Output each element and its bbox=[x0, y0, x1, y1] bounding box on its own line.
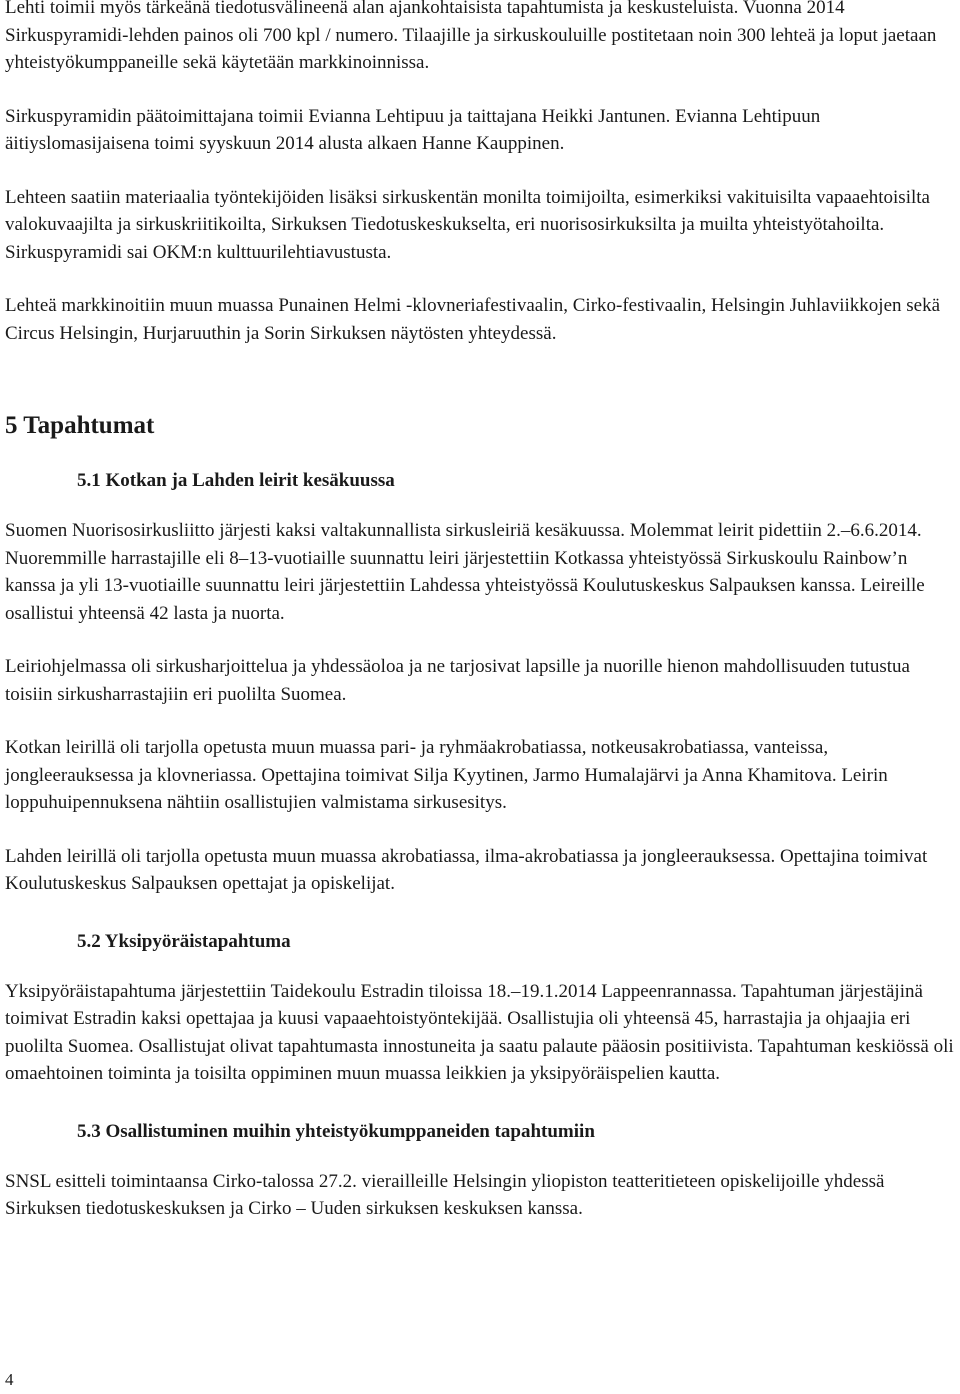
paragraph-editors: Sirkuspyramidin päätoimittajana toimii Evianna Lehtipuu ja taittajana Heikki Jantunen. Evianna Lehtipuun äitiyslomasijaisena toimi syyskuun 2014 alusta alkaen Hanne Kauppinen. bbox=[5, 105, 821, 154]
paragraph-circulation: Lehti toimii myös tärkeänä tiedotusvälineenä alan ajankohtaisista tapahtumista ja keskusteluista. Vuonna 2014 Sirkuspyramidi-lehden painos oli 700 kpl / numero. Tilaajille ja sirkuskouluille postitetaan noin 300 lehteä ja loput jaetaan yhteistyökumppaneille sekä käytetään markkinoinnissa. bbox=[5, 0, 937, 73]
page-number: 4 bbox=[5, 1370, 14, 1389]
paragraph-partner-events: SNSL esitteli toimintaansa Cirko-talossa 27.2. vierailleille Helsingin yliopiston teatteritieteen opiskelijoille yhdessä Sirkuksen tiedotuskeskuksen ja Cirko – Uuden sirkuksen keskuksen kanssa. bbox=[5, 1170, 885, 1219]
document-page bbox=[5, 0, 960, 1223]
subsection-heading-camps: 5.1 Kotkan ja Lahden leirit kesäkuussa bbox=[77, 470, 395, 491]
paragraph-camps-program: Leiriohjelmassa oli sirkusharjoittelua ja yhdessäoloa ja ne tarjosivat lapsille ja nuorille hienon mahdollisuuden tutustua toisiin sirkusharrastajiin eri puolilta Suomea. bbox=[5, 656, 910, 705]
section-heading-events: 5 Tapahtumat bbox=[5, 412, 155, 439]
paragraph-unicycle-event: Yksipyöräistapahtuma järjestettiin Taidekoulu Estradin tiloissa 18.–19.1.2014 Lappeenrannassa. Tapahtuman järjestäjinä toimivat Estradin kaksi opettajaa ja kuusi vapaaehtoistyöntekijää. Osallistujia oli yhteensä 45, harrastajia ja ohjaajia eri puolilta Suomea. Osallistujat olivat tapahtumasta innostuneita ja saatu palaute pääosin positiivista. Tapahtuman keskiössä oli omaehtoinen toiminta ja toisilta oppiminen muun muassa leikkien ja yksipyöräispelien kautta. bbox=[5, 980, 954, 1084]
paragraph-materials: Lehteen saatiin materiaalia työntekijöiden lisäksi sirkuskentän monilta toimijoilta, esimerkiksi vakituisilta vapaaehtoisilta valokuvaajilta ja sirkuskriitikoilta, Sirkuksen Tiedotuskeskukselta, eri nuorisosirkuksilta ja muilta yhteistyötahoilta. Sirkuspyramidi sai OKM:n kulttuurilehtiavustusta. bbox=[5, 186, 930, 263]
subsection-heading-partner-events: 5.3 Osallistuminen muihin yhteistyökumppaneiden tapahtumiin bbox=[77, 1120, 595, 1142]
subsection-heading-unicycle: 5.2 Yksipyöräistapahtuma bbox=[77, 930, 291, 952]
paragraph-lahti-camp: Lahden leirillä oli tarjolla opetusta muun muassa akrobatiassa, ilma-akrobatiassa ja jongleerauksessa. Opettajina toimivat Koulutuskeskus Salpauksen opettajat ja opiskelijat. bbox=[5, 845, 928, 894]
paragraph-kotka-camp: Kotkan leirillä oli tarjolla opetusta muun muassa pari- ja ryhmäakrobatiassa, notkeusakrobatiassa, vanteissa, jongleerauksessa ja klovneriassa. Opettajina toimivat Silja Kyytinen, Jarmo Humalajärvi ja Anna Khamitova. Leirin loppuhuipennuksena nähtiin osallistujien valmistama sirkusesitys. bbox=[5, 737, 888, 813]
paragraph-marketing: Lehteä markkinoitiin muun muassa Punainen Helmi -klovneriafestivaalin, Cirko-festivaalin, Helsingin Juhlaviikkojen sekä Circus Helsingin, Hurjaruuthin ja Sorin Sirkuksen näytösten yhteydessä. bbox=[5, 295, 941, 344]
paragraph-camps-overview: Suomen Nuorisosirkusliitto järjesti kaksi valtakunnallista sirkusleiriä kesäkuussa. Molemmat leirit pidettiin 2.–6.6.2014. Nuoremmille harrastajille eli 8–13-vuotiaille suunnattu leiri järjestettiin Kotkassa yhteistyössä Sirkuskoulu Rainbow’n kanssa ja yli 13-vuotiaille suunnattu leiri järjestettiin Lahdessa yhteistyössä Koulutuskeskus Salpauksen kanssa. Leireille osallistui yhteensä 42 lasta ja nuorta. bbox=[5, 520, 925, 624]
